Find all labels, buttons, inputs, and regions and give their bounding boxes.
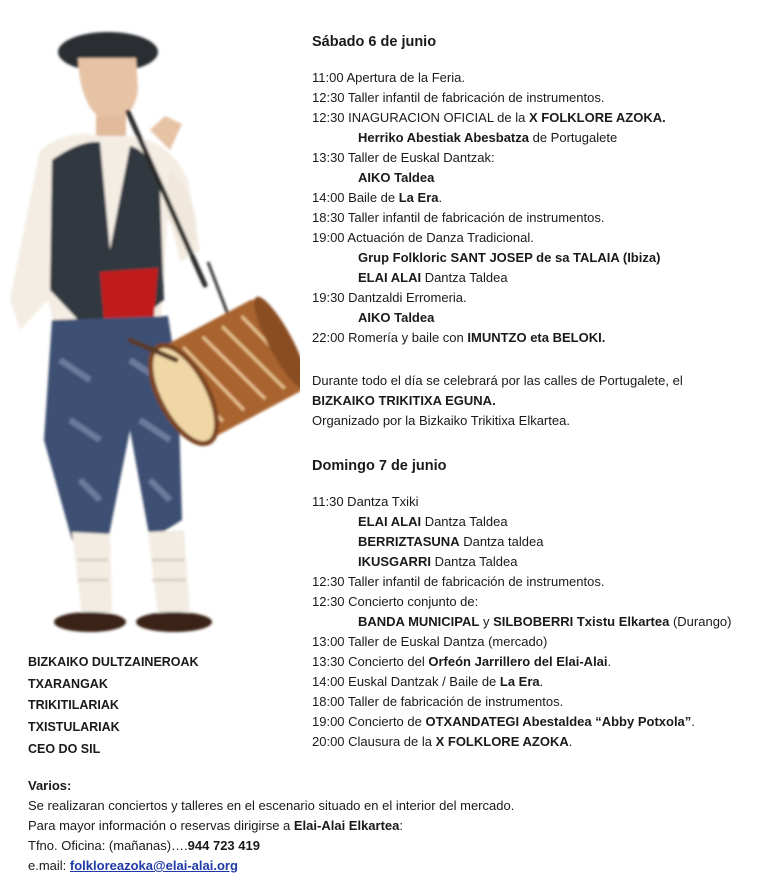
line-text: . xyxy=(607,654,612,669)
program-line xyxy=(312,512,767,532)
info-line xyxy=(28,836,768,856)
line-text: 18:00 Taller de fabricación de instrumentos. xyxy=(312,694,564,709)
bold-text: SILBOBERRI Txistu Elkartea xyxy=(493,614,670,629)
txistulari-drummer-illustration xyxy=(0,0,300,650)
line-text: 11:30 Dantza Txiki xyxy=(312,494,419,509)
program-line xyxy=(312,692,767,712)
program-line xyxy=(312,288,767,308)
line-text: e.mail: xyxy=(28,858,70,873)
info-line xyxy=(28,816,768,836)
bold-text: IKUSGARRI xyxy=(358,554,431,569)
program-line xyxy=(312,411,767,431)
program-line xyxy=(312,672,767,692)
bold-text: Orfeón Jarrillero del Elai-Alai xyxy=(428,654,608,669)
sunday-title: Domingo 7 de junio xyxy=(312,458,447,474)
line-text: (Durango) xyxy=(669,614,732,629)
line-text: Dantza Taldea xyxy=(421,514,508,529)
program-line xyxy=(312,128,767,148)
varios-section xyxy=(28,776,768,876)
bold-text: Herriko Abestiak Abesbatza xyxy=(358,130,529,145)
line-text: 12:30 Taller infantil de fabricación de instrumentos. xyxy=(312,574,605,589)
saturday-program xyxy=(312,68,767,348)
line-text: . xyxy=(691,714,695,729)
info-line xyxy=(28,856,768,876)
program-line xyxy=(312,492,767,512)
program-line xyxy=(312,712,767,732)
line-text: 18:30 Taller infantil de fabricación de instrumentos. xyxy=(312,210,605,225)
line-text: Se realizaran conciertos y talleres en el escenario situado en el interior del mercado. xyxy=(28,798,515,813)
bold-text: BANDA MUNICIPAL xyxy=(358,614,480,629)
line-text: 14:00 Baile de xyxy=(312,190,399,205)
line-text: . xyxy=(438,190,443,205)
bold-text: ELAI ALAI xyxy=(358,270,422,285)
bold-text: ELAI ALAI xyxy=(358,514,422,529)
program-line xyxy=(312,208,767,228)
bold-text: Grup Folkloric SANT JOSEP de sa TALAIA (Ibiza) xyxy=(358,250,661,265)
bold-text: La Era xyxy=(398,190,439,205)
saturday-title: Sábado 6 de junio xyxy=(312,34,437,50)
group-item: CEO DO SIL xyxy=(28,741,101,756)
bold-text: OTXANDATEGI Abestaldea “Abby Potxola” xyxy=(425,714,692,729)
line-text: Dantza Taldea xyxy=(430,554,518,569)
program-line xyxy=(312,168,767,188)
program-line xyxy=(312,268,767,288)
bold-text: X FOLKLORE AZOKA. xyxy=(528,110,666,125)
bold-text: IMUNTZO eta BELOKI. xyxy=(467,330,606,345)
email-link[interactable]: folkloreazoka@elai-alai.org xyxy=(69,858,238,873)
line-text: . xyxy=(568,734,573,749)
line-text: 19:00 Actuación de Danza Tradicional. xyxy=(312,230,534,245)
bold-text: Elai-Alai Elkartea xyxy=(293,818,400,833)
bold-text: AIKO Taldea xyxy=(358,310,435,325)
program-line xyxy=(312,532,767,552)
program-line xyxy=(312,632,767,652)
groups-list xyxy=(28,652,308,760)
line-text: 13:30 Concierto del xyxy=(312,654,429,669)
info-line xyxy=(28,776,768,796)
line-text: 22:00 Romería y baile con xyxy=(312,330,468,345)
group-item: BIZKAIKO DULTZAINEROAK xyxy=(28,655,199,669)
program-line xyxy=(312,328,767,348)
program-line xyxy=(312,612,767,632)
line-text: 12:30 Taller infantil de fabricación de instrumentos. xyxy=(312,90,605,105)
info-line xyxy=(28,796,768,816)
bold-text: X FOLKLORE AZOKA xyxy=(435,734,569,749)
sunday-program xyxy=(312,492,767,752)
line-text: 19:00 Concierto de xyxy=(312,714,426,729)
program-line xyxy=(312,552,767,572)
program-line xyxy=(312,88,767,108)
line-text: 12:30 Concierto conjunto de: xyxy=(312,594,479,609)
line-text: de Portugalete xyxy=(529,130,618,145)
line-text: Tfno. Oficina: (mañanas)…. xyxy=(28,838,188,853)
line-text: 19:30 Dantzaldi Erromeria. xyxy=(312,290,467,305)
line-text: 11:00 Apertura de la Feria. xyxy=(312,70,465,85)
program-line xyxy=(312,188,767,208)
program-line xyxy=(312,371,767,391)
program-line xyxy=(312,572,767,592)
line-text: 14:00 Euskal Dantzak / Baile de xyxy=(312,674,500,689)
program-line xyxy=(312,148,767,168)
line-text: Organizado por la Bizkaiko Trikitixa Elkartea. xyxy=(312,413,570,428)
bold-text: Varios: xyxy=(28,778,72,793)
line-text: . xyxy=(539,674,544,689)
trikitixa-note xyxy=(312,371,767,431)
program-line xyxy=(312,308,767,328)
program-line xyxy=(312,732,767,752)
line-text: Dantza taldea xyxy=(459,534,544,549)
program-line xyxy=(312,68,767,88)
bold-text: La Era xyxy=(499,674,540,689)
program-line xyxy=(312,391,767,411)
program-line xyxy=(312,248,767,268)
line-text: 12:30 INAGURACION OFICIAL de la xyxy=(312,110,529,125)
bold-text: AIKO Taldea xyxy=(358,170,435,185)
program-line xyxy=(312,592,767,612)
program-line xyxy=(312,108,767,128)
group-item: TXISTULARIAK xyxy=(28,720,120,735)
program-line xyxy=(312,228,767,248)
bold-text: BERRIZTASUNA xyxy=(358,534,460,549)
program-line xyxy=(312,652,767,672)
line-text: y xyxy=(479,614,494,629)
bold-text: BIZKAIKO TRIKITIXA EGUNA. xyxy=(312,393,496,408)
line-text: Durante todo el día se celebrará por las calles de Portugalete, el xyxy=(312,373,683,388)
group-item: TXARANGAK xyxy=(28,676,108,691)
bold-text: 944 723 419 xyxy=(187,838,260,853)
line-text: : xyxy=(399,818,404,833)
line-text: Dantza Taldea xyxy=(421,270,508,285)
line-text: 20:00 Clausura de la xyxy=(312,734,436,749)
line-text: 13:00 Taller de Euskal Dantza (mercado) xyxy=(312,634,548,649)
line-text: Para mayor información o reservas dirigirse a xyxy=(28,818,294,833)
line-text: 13:30 Taller de Euskal Dantzak: xyxy=(312,150,495,165)
group-item: TRIKITILARIAK xyxy=(28,698,119,713)
